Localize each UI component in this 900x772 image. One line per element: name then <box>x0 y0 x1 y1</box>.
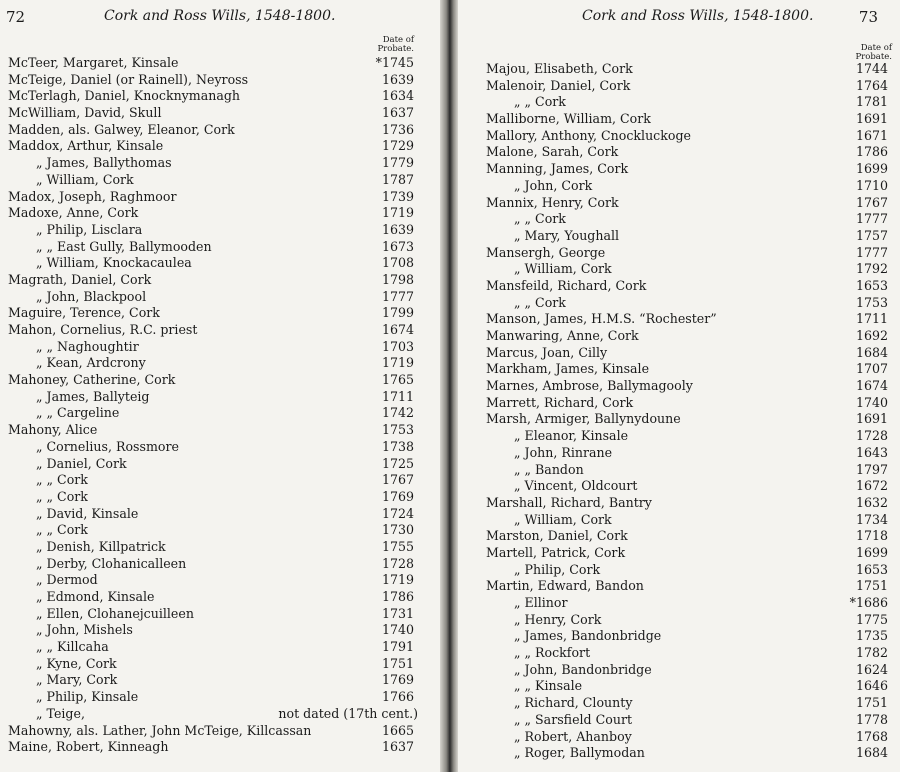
index-entry <box>458 595 900 612</box>
entry-name: Mansergh, George <box>486 244 606 260</box>
entry-name: Marrett, Richard, Cork <box>486 394 634 410</box>
entry-name: „ „ Cork <box>36 488 88 504</box>
probate-year: not dated (17th cent.) <box>278 705 418 721</box>
entry-name: Marston, Daniel, Cork <box>486 528 628 544</box>
index-entry <box>458 545 900 562</box>
index-entry <box>0 189 440 206</box>
entry-name: Marnes, Ambrose, Ballymagooly <box>486 378 693 394</box>
index-entry <box>0 622 440 639</box>
index-entry <box>0 439 440 456</box>
entry-name: Malone, Sarah, Cork <box>486 144 619 160</box>
probate-year: 1767 <box>855 194 888 210</box>
probate-year: 1692 <box>855 328 888 343</box>
index-entry <box>458 211 900 228</box>
entry-name: Mahowny, als. Lather, John McTeige, Killcassan <box>8 722 312 738</box>
probate-year: 1708 <box>381 255 414 271</box>
entry-name: Markham, James, Kinsale <box>486 361 650 377</box>
entry-name: „ James, Ballythomas <box>36 155 172 171</box>
probate-year: 1766 <box>381 689 414 705</box>
index-entry <box>0 405 440 422</box>
entry-name: „ William, Cork <box>514 261 612 277</box>
entry-name: „ Teige, <box>36 705 85 721</box>
index-entry <box>458 578 900 595</box>
probate-year: 1639 <box>381 71 414 87</box>
index-entry <box>458 94 900 111</box>
index-entry <box>0 255 440 272</box>
index-entry <box>0 706 440 723</box>
entry-name: Madden, als. Galwey, Eleanor, Cork <box>8 121 235 137</box>
index-entry <box>458 678 900 695</box>
index-entry <box>0 272 440 289</box>
probate-year: 1624 <box>855 661 888 677</box>
entry-name: „ William, Cork <box>36 171 134 187</box>
entry-name: „ „ Cargeline <box>36 405 120 421</box>
index-entry <box>0 305 440 322</box>
entry-name: „ Mary, Youghall <box>514 227 620 243</box>
probate-year: 1637 <box>381 739 414 755</box>
probate-year: 1777 <box>855 244 888 260</box>
probate-year: 1724 <box>381 505 414 521</box>
index-entry <box>0 172 440 189</box>
index-entry <box>458 428 900 445</box>
entry-name: „ Kean, Ardcrony <box>36 355 146 371</box>
index-entry <box>458 61 900 78</box>
index-entry <box>0 372 440 389</box>
probate-year: 1753 <box>855 294 888 310</box>
entry-name: „ Philip, Kinsale <box>36 689 139 705</box>
index-entry <box>458 311 900 328</box>
probate-year: 1703 <box>381 338 414 354</box>
probate-year: 1711 <box>381 388 414 404</box>
probate-year: *1745 <box>375 55 414 70</box>
probate-year: 1736 <box>381 121 414 137</box>
entry-name: „ John, Cork <box>514 177 593 193</box>
index-entry <box>458 361 900 378</box>
index-entry <box>0 539 440 556</box>
probate-year: 1665 <box>381 722 414 738</box>
probate-year: 1637 <box>381 105 414 121</box>
index-entry <box>0 489 440 506</box>
index-entry <box>458 712 900 729</box>
index-entry <box>458 729 900 746</box>
entry-name: „ Eleanor, Kinsale <box>514 428 629 444</box>
probate-year: 1787 <box>381 171 414 187</box>
probate-year: 1765 <box>381 372 414 388</box>
probate-year: 1730 <box>381 522 414 538</box>
index-entry <box>0 222 440 239</box>
index-entry <box>458 278 900 295</box>
entry-name: „ „ Bandon <box>514 461 584 477</box>
probate-year: 1674 <box>381 322 414 337</box>
entry-name: Martell, Patrick, Cork <box>486 544 626 560</box>
entry-name: „ „ East Gully, Ballymooden <box>36 238 212 254</box>
probate-year: 1653 <box>855 277 888 293</box>
entry-name: McTerlagh, Daniel, Knocknymanagh <box>8 88 241 104</box>
probate-year: 1740 <box>381 622 414 638</box>
page-title: Cork and Ross Wills, 1548-1800. <box>104 8 336 24</box>
index-entry <box>0 355 440 372</box>
index-entry <box>0 606 440 623</box>
probate-year: 1751 <box>855 578 888 594</box>
probate-year: 1778 <box>855 711 888 727</box>
entry-name: „ „ Naghoughtir <box>36 338 139 354</box>
entry-name: „ „ Cork <box>36 522 88 538</box>
entry-name: „ John, Blackpool <box>36 288 147 304</box>
index-entry <box>458 695 900 712</box>
entry-name: „ „ Cork <box>514 94 566 110</box>
probate-year: 1719 <box>381 205 414 221</box>
probate-year: 1738 <box>381 438 414 454</box>
probate-year: 1764 <box>855 77 888 93</box>
index-entry <box>458 528 900 545</box>
probate-year: 1798 <box>381 271 414 287</box>
entry-name: „ John, Mishels <box>36 622 133 638</box>
entry-name: Mahony, Alice <box>8 422 98 438</box>
probate-year: 1742 <box>381 405 414 421</box>
probate-year: 1739 <box>381 188 414 204</box>
probate-year: 1791 <box>381 639 414 655</box>
date-of-probate-heading: Date of Probate. <box>377 35 414 54</box>
index-entry <box>0 138 440 155</box>
index-entry <box>0 422 440 439</box>
index-entry <box>0 456 440 473</box>
index-entry <box>458 228 900 245</box>
index-entry <box>0 723 440 740</box>
probate-year: 1653 <box>855 561 888 577</box>
probate-year: 1691 <box>855 111 888 127</box>
index-entry <box>458 245 900 262</box>
index-entry <box>0 522 440 539</box>
index-entry <box>458 612 900 629</box>
probate-year: 1719 <box>381 355 414 371</box>
entry-name: „ „ Kinsale <box>514 678 583 694</box>
entry-name: Marsh, Armiger, Ballynydoune <box>486 411 681 427</box>
probate-year: 1718 <box>855 528 888 544</box>
probate-year: 1757 <box>855 227 888 243</box>
index-entry <box>0 672 440 689</box>
entry-list <box>0 55 440 756</box>
entry-name: Manson, James, H.M.S. “Rochester” <box>486 311 717 327</box>
entry-name: Majou, Elisabeth, Cork <box>486 61 633 76</box>
probate-year: 1740 <box>855 394 888 410</box>
index-entry <box>458 478 900 495</box>
entry-name: Maine, Robert, Kinneagh <box>8 739 169 755</box>
probate-year: 1753 <box>381 422 414 438</box>
index-entry <box>0 589 440 606</box>
probate-year: 1755 <box>381 538 414 554</box>
entry-name: Mahon, Cornelius, R.C. priest <box>8 322 198 337</box>
entry-list <box>458 61 900 762</box>
probate-year: 1710 <box>855 177 888 193</box>
entry-name: Martin, Edward, Bandon <box>486 578 644 594</box>
probate-year: 1719 <box>381 572 414 588</box>
entry-name: Marshall, Richard, Bantry <box>486 494 652 510</box>
index-entry <box>0 239 440 256</box>
index-entry <box>458 495 900 512</box>
probate-year: 1646 <box>855 678 888 694</box>
entry-name: Mallory, Anthony, Cnockluckoge <box>486 127 691 143</box>
index-entry <box>458 195 900 212</box>
probate-year: *1686 <box>849 595 888 610</box>
index-entry <box>0 122 440 139</box>
probate-year: 1734 <box>855 511 888 527</box>
probate-year: 1728 <box>855 428 888 444</box>
entry-name: „ David, Kinsale <box>36 505 139 521</box>
probate-year: 1691 <box>855 411 888 427</box>
entry-name: Madox, Joseph, Raghmoor <box>8 188 177 204</box>
probate-year: 1684 <box>855 745 888 761</box>
probate-year: 1786 <box>381 589 414 604</box>
entry-name: „ William, Knockacaulea <box>36 255 192 271</box>
probate-year: 1792 <box>855 261 888 277</box>
page-number: 72 <box>6 8 26 26</box>
entry-name: „ Cornelius, Rossmore <box>36 438 179 454</box>
entry-name: „ Philip, Cork <box>514 561 601 577</box>
index-entry <box>458 178 900 195</box>
entry-name: Mahoney, Catherine, Cork <box>8 372 176 388</box>
index-entry <box>458 378 900 395</box>
entry-name: McTeige, Daniel (or Rainell), Neyross <box>8 71 249 87</box>
probate-year: 1751 <box>855 695 888 711</box>
entry-name: „ James, Bandonbridge <box>514 628 662 644</box>
entry-name: Malenoir, Daniel, Cork <box>486 77 631 93</box>
index-entry <box>0 389 440 406</box>
probate-year: 1673 <box>381 238 414 254</box>
running-head <box>458 8 900 30</box>
entry-name: „ „ Rockfort <box>514 645 591 661</box>
entry-name: „ Ellinor <box>514 595 568 610</box>
probate-year: 1731 <box>381 605 414 621</box>
index-entry <box>0 472 440 489</box>
index-entry <box>458 161 900 178</box>
probate-year: 1768 <box>855 728 888 744</box>
entry-name: „ Mary, Cork <box>36 672 118 688</box>
probate-year: 1797 <box>855 461 888 477</box>
index-entry <box>458 345 900 362</box>
entry-name: „ Henry, Cork <box>514 611 602 627</box>
entry-name: Maddox, Arthur, Kinsale <box>8 138 164 154</box>
entry-name: Manning, James, Cork <box>486 161 629 177</box>
entry-name: „ Derby, Clohanicalleen <box>36 555 187 571</box>
entry-name: „ Philip, Lisclara <box>36 221 143 237</box>
probate-year: 1775 <box>855 611 888 627</box>
entry-name: „ Vincent, Oldcourt <box>514 478 638 494</box>
entry-name: „ Denish, Killpatrick <box>36 538 166 554</box>
index-entry <box>0 639 440 656</box>
right-page <box>458 0 900 772</box>
probate-year: 1777 <box>855 211 888 227</box>
entry-name: Marcus, Joan, Cilly <box>486 344 608 360</box>
entry-name: Mansfeild, Richard, Cork <box>486 277 647 293</box>
page-number: 73 <box>858 8 878 26</box>
probate-year: 1767 <box>381 472 414 488</box>
index-entry <box>0 155 440 172</box>
index-entry <box>458 628 900 645</box>
index-entry <box>0 739 440 756</box>
entry-name: „ „ Killcaha <box>36 639 109 655</box>
index-entry <box>0 322 440 339</box>
entry-name: Malliborne, William, Cork <box>486 111 651 127</box>
probate-year: 1684 <box>855 344 888 360</box>
entry-name: „ William, Cork <box>514 511 612 527</box>
probate-year: 1729 <box>381 138 414 154</box>
entry-name: Mannix, Henry, Cork <box>486 194 619 210</box>
index-entry <box>0 339 440 356</box>
index-entry <box>458 745 900 762</box>
entry-name: „ Daniel, Cork <box>36 455 127 471</box>
entry-name: „ „ Cork <box>514 211 566 227</box>
index-entry <box>0 656 440 673</box>
probate-year: 1781 <box>855 94 888 110</box>
index-entry <box>458 662 900 679</box>
index-entry <box>0 556 440 573</box>
probate-year: 1782 <box>855 645 888 661</box>
probate-year: 1643 <box>855 444 888 460</box>
probate-year: 1699 <box>855 544 888 560</box>
entry-name: Magrath, Daniel, Cork <box>8 271 152 287</box>
book-gutter <box>440 0 458 772</box>
probate-year: 1777 <box>381 288 414 304</box>
probate-year: 1769 <box>381 488 414 504</box>
index-entry <box>0 55 440 72</box>
index-entry <box>0 289 440 306</box>
entry-name: „ Richard, Clounty <box>514 695 633 711</box>
probate-year: 1671 <box>855 127 888 143</box>
entry-name: „ Edmond, Kinsale <box>36 589 155 604</box>
index-entry <box>458 328 900 345</box>
entry-name: „ Dermod <box>36 572 98 588</box>
probate-year: 1769 <box>381 672 414 688</box>
probate-year: 1786 <box>855 144 888 160</box>
index-entry <box>458 78 900 95</box>
entry-name: „ Robert, Ahanboy <box>514 728 632 744</box>
probate-year: 1674 <box>855 378 888 394</box>
running-head <box>0 8 440 30</box>
probate-year: 1779 <box>381 155 414 171</box>
entry-name: Manwaring, Anne, Cork <box>486 328 639 343</box>
entry-name: „ John, Rinrane <box>514 444 613 460</box>
index-entry <box>0 689 440 706</box>
entry-name: „ Ellen, Clohanejcuilleen <box>36 605 194 621</box>
index-entry <box>458 445 900 462</box>
index-entry <box>458 111 900 128</box>
probate-year: 1799 <box>381 305 414 321</box>
index-entry <box>458 562 900 579</box>
probate-year: 1744 <box>855 61 888 76</box>
index-entry <box>0 572 440 589</box>
entry-name: McWilliam, David, Skull <box>8 105 162 121</box>
index-entry <box>458 261 900 278</box>
entry-name: „ Kyne, Cork <box>36 655 117 671</box>
probate-year: 1634 <box>381 88 414 104</box>
probate-year: 1711 <box>855 311 888 327</box>
probate-year: 1639 <box>381 221 414 237</box>
index-entry <box>0 72 440 89</box>
index-entry <box>458 512 900 529</box>
entry-name: „ Roger, Ballymodan <box>514 745 645 761</box>
entry-name: „ „ Sarsfield Court <box>514 711 633 727</box>
probate-year: 1672 <box>855 478 888 494</box>
index-entry <box>0 205 440 222</box>
date-of-probate-heading: Date of Probate. <box>855 43 892 62</box>
index-entry <box>458 411 900 428</box>
index-entry <box>0 88 440 105</box>
index-entry <box>0 506 440 523</box>
index-entry <box>458 645 900 662</box>
entry-name: „ John, Bandonbridge <box>514 661 652 677</box>
index-entry <box>458 128 900 145</box>
index-entry <box>458 295 900 312</box>
probate-year: 1728 <box>381 555 414 571</box>
page-title: Cork and Ross Wills, 1548-1800. <box>582 8 814 24</box>
probate-year: 1699 <box>855 161 888 177</box>
index-entry <box>458 395 900 412</box>
entry-name: McTeer, Margaret, Kinsale <box>8 55 179 70</box>
index-entry <box>458 144 900 161</box>
probate-year: 1725 <box>381 455 414 471</box>
index-entry <box>0 105 440 122</box>
probate-year: 1707 <box>855 361 888 377</box>
entry-name: Maguire, Terence, Cork <box>8 305 160 321</box>
entry-name: Madoxe, Anne, Cork <box>8 205 139 221</box>
left-page <box>0 0 440 772</box>
index-entry <box>458 462 900 479</box>
probate-year: 1751 <box>381 655 414 671</box>
entry-name: „ James, Ballyteig <box>36 388 150 404</box>
entry-name: „ „ Cork <box>36 472 88 488</box>
entry-name: „ „ Cork <box>514 294 566 310</box>
probate-year: 1632 <box>855 494 888 510</box>
probate-year: 1735 <box>855 628 888 644</box>
